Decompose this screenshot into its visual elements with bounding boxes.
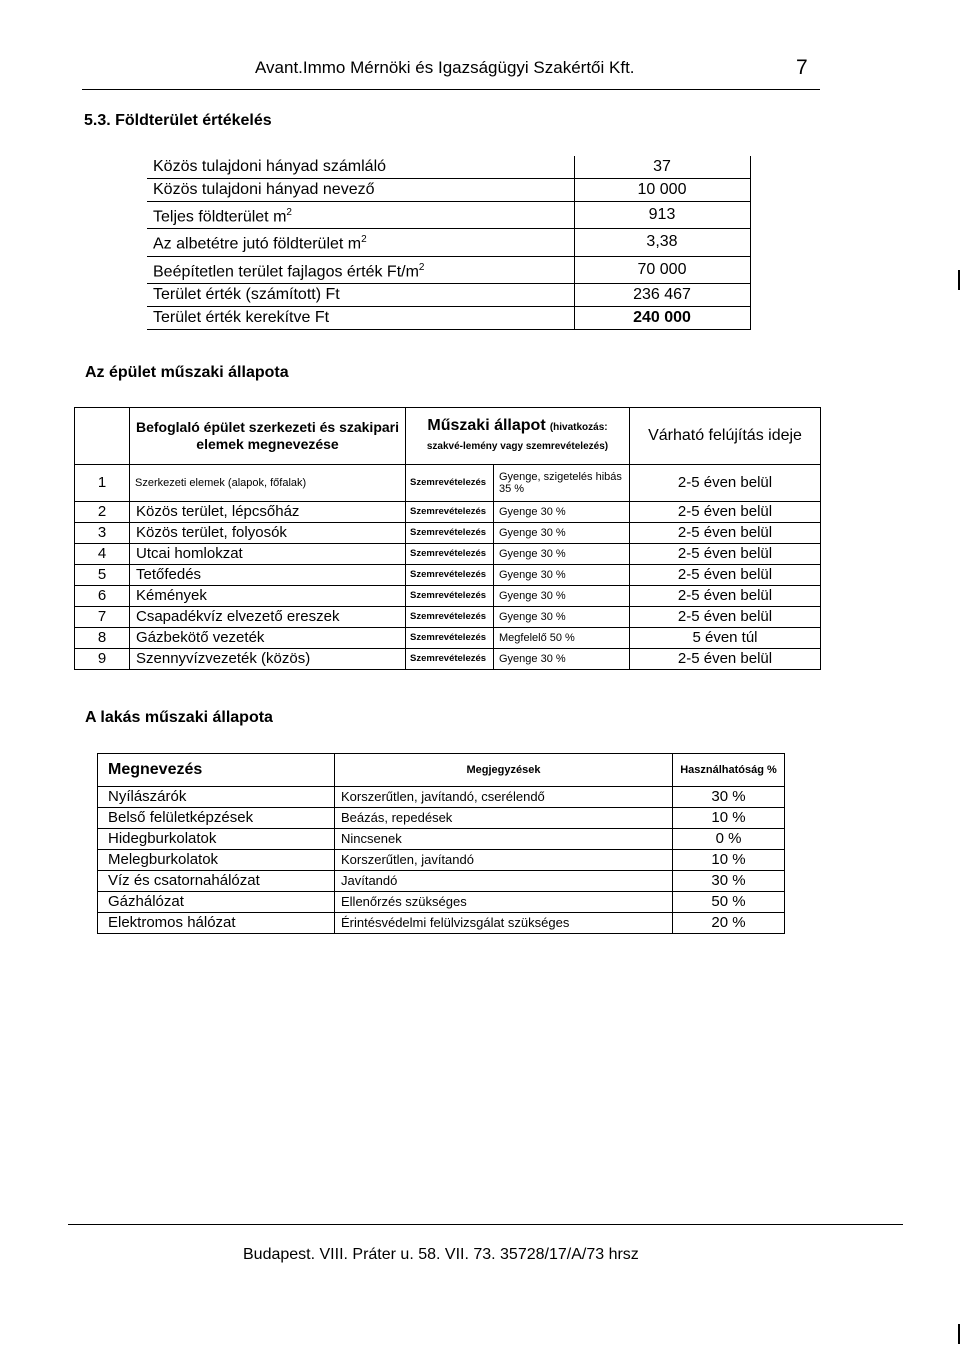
table-row bbox=[75, 565, 821, 586]
row-number: 3 bbox=[75, 523, 130, 544]
table-row bbox=[147, 256, 750, 283]
condition-reference: Szemrevételezés bbox=[406, 544, 494, 565]
header-usability: Használhatóság % bbox=[673, 754, 785, 787]
element-name: Tetőfedés bbox=[130, 565, 406, 586]
condition-state: Gyenge 30 % bbox=[494, 649, 630, 670]
row-number: 9 bbox=[75, 649, 130, 670]
flat-item-usability: 20 % bbox=[673, 913, 785, 934]
renewal-time: 5 éven túl bbox=[630, 628, 821, 649]
flat-item-name: Nyílászárók bbox=[98, 787, 335, 808]
table-header-row bbox=[75, 408, 821, 465]
land-row-value: 37 bbox=[574, 156, 750, 179]
table-row bbox=[147, 229, 750, 256]
table-row bbox=[147, 202, 750, 229]
condition-state: Gyenge 30 % bbox=[494, 544, 630, 565]
flat-item-name: Víz és csatornahálózat bbox=[98, 871, 335, 892]
flat-item-note: Ellenőrzés szükséges bbox=[335, 892, 673, 913]
row-number: 7 bbox=[75, 607, 130, 628]
condition-reference: Szemrevételezés bbox=[406, 465, 494, 502]
label-text: Terület érték kerekítve Ft bbox=[153, 308, 330, 326]
flat-item-note: Nincsenek bbox=[335, 829, 673, 850]
header-divider bbox=[82, 89, 820, 90]
header-condition-note: (hivatkozás: szakvé-lemény vagy szemrevételezés) bbox=[426, 422, 609, 452]
flat-item-name: Hidegburkolatok bbox=[98, 829, 335, 850]
table-row bbox=[98, 850, 785, 871]
flat-item-usability: 50 % bbox=[673, 892, 785, 913]
land-row-label bbox=[147, 179, 574, 202]
element-name: Közös terület, folyosók bbox=[130, 523, 406, 544]
footer-address: Budapest. VIII. Práter u. 58. VII. 73. 35728/17/A/73 hrsz bbox=[243, 1246, 639, 1263]
row-number: 8 bbox=[75, 628, 130, 649]
header-element-name: Befoglaló épület szerkezeti és szakipari elemek megnevezése bbox=[130, 408, 406, 465]
condition-state: Gyenge 30 % bbox=[494, 523, 630, 544]
header-notes: Megjegyzések bbox=[335, 754, 673, 787]
table-row bbox=[147, 179, 750, 202]
flat-item-name: Elektromos hálózat bbox=[98, 913, 335, 934]
flat-item-note: Érintésvédelmi felülvizsgálat szükséges bbox=[335, 913, 673, 934]
condition-reference: Szemrevételezés bbox=[406, 649, 494, 670]
flat-item-usability: 10 % bbox=[673, 850, 785, 871]
label-text: Terület érték (számított) Ft bbox=[153, 285, 340, 303]
table-header-row bbox=[98, 754, 785, 787]
row-number: 2 bbox=[75, 502, 130, 523]
table-row bbox=[98, 913, 785, 934]
label-text: Teljes földterület m bbox=[153, 208, 287, 226]
renewal-time: 2-5 éven belül bbox=[630, 502, 821, 523]
header-number-cell bbox=[75, 408, 130, 465]
table-row bbox=[147, 306, 750, 329]
flat-item-usability: 30 % bbox=[673, 787, 785, 808]
land-row-label bbox=[147, 256, 574, 283]
table-row bbox=[98, 871, 785, 892]
condition-state: Gyenge 30 % bbox=[494, 565, 630, 586]
row-number: 5 bbox=[75, 565, 130, 586]
condition-reference: Szemrevételezés bbox=[406, 523, 494, 544]
land-row-value: 913 bbox=[574, 202, 750, 229]
element-name: Közös terület, lépcsőház bbox=[130, 502, 406, 523]
table-row bbox=[75, 465, 821, 502]
unit-superscript: 2 bbox=[361, 234, 367, 246]
table-row bbox=[75, 544, 821, 565]
flat-condition-title: A lakás műszaki állapota bbox=[85, 709, 273, 726]
flat-item-note: Korszerűtlen, javítandó bbox=[335, 850, 673, 871]
table-row bbox=[75, 607, 821, 628]
land-row-value: 70 000 bbox=[574, 256, 750, 283]
land-row-value: 240 000 bbox=[574, 306, 750, 329]
flat-item-note: Javítandó bbox=[335, 871, 673, 892]
table-row bbox=[75, 523, 821, 544]
footer-divider bbox=[68, 1224, 903, 1225]
company-name: Avant.Immo Mérnöki és Igazságügyi Szakértői Kft. bbox=[255, 58, 635, 77]
header-condition-main: Műszaki állapot bbox=[427, 417, 546, 434]
header-name: Megnevezés bbox=[98, 754, 335, 787]
land-valuation-table bbox=[147, 156, 751, 330]
flat-condition-table bbox=[97, 753, 785, 934]
element-name: Szennyvízvezeték (közös) bbox=[130, 649, 406, 670]
flat-item-note: Korszerűtlen, javítandó, cserélendő bbox=[335, 787, 673, 808]
condition-reference: Szemrevételezés bbox=[406, 607, 494, 628]
land-row-label bbox=[147, 202, 574, 229]
unit-superscript: 2 bbox=[418, 261, 425, 273]
condition-state: Gyenge 30 % bbox=[494, 586, 630, 607]
element-name: Csapadékvíz elvezető ereszek bbox=[130, 607, 406, 628]
land-row-value: 3,38 bbox=[574, 229, 750, 256]
row-number: 6 bbox=[75, 586, 130, 607]
element-name: Szerkezeti elemek (alapok, főfalak) bbox=[130, 465, 406, 502]
flat-item-name: Gázhálózat bbox=[98, 892, 335, 913]
table-row bbox=[147, 156, 750, 179]
unit-superscript: 2 bbox=[286, 207, 292, 218]
flat-item-name: Belső felületképzések bbox=[98, 808, 335, 829]
condition-reference: Szemrevételezés bbox=[406, 502, 494, 523]
flat-item-note: Beázás, repedések bbox=[335, 808, 673, 829]
table-row bbox=[98, 787, 785, 808]
condition-state: Gyenge, szigetelés hibás 35 % bbox=[494, 465, 630, 502]
land-row-label bbox=[147, 283, 574, 306]
land-row-label bbox=[147, 229, 574, 256]
renewal-time: 2-5 éven belül bbox=[630, 607, 821, 628]
label-text: Beépítetlen terület fajlagos érték Ft/m bbox=[153, 262, 419, 280]
table-row bbox=[75, 628, 821, 649]
building-condition-table bbox=[74, 407, 821, 670]
table-row bbox=[75, 649, 821, 670]
land-row-value: 236 467 bbox=[574, 283, 750, 306]
condition-state: Gyenge 30 % bbox=[494, 502, 630, 523]
row-number: 4 bbox=[75, 544, 130, 565]
land-row-label bbox=[147, 156, 574, 179]
renewal-time: 2-5 éven belül bbox=[630, 465, 821, 502]
condition-state: Gyenge 30 % bbox=[494, 607, 630, 628]
flat-item-name: Melegburkolatok bbox=[98, 850, 335, 871]
flat-item-usability: 10 % bbox=[673, 808, 785, 829]
land-row-label bbox=[147, 306, 574, 329]
table-row bbox=[98, 829, 785, 850]
row-number: 1 bbox=[75, 465, 130, 502]
condition-reference: Szemrevételezés bbox=[406, 586, 494, 607]
table-row bbox=[98, 808, 785, 829]
flat-item-usability: 30 % bbox=[673, 871, 785, 892]
renewal-time: 2-5 éven belül bbox=[630, 649, 821, 670]
renewal-time: 2-5 éven belül bbox=[630, 586, 821, 607]
renewal-time: 2-5 éven belül bbox=[630, 523, 821, 544]
label-text: Közös tulajdoni hányad nevező bbox=[153, 181, 375, 198]
table-row bbox=[75, 586, 821, 607]
condition-reference: Szemrevételezés bbox=[406, 628, 494, 649]
header-condition bbox=[406, 408, 630, 465]
page-number: 7 bbox=[796, 56, 808, 79]
element-name: Utcai homlokzat bbox=[130, 544, 406, 565]
label-text: Az albetétre jutó földterület m bbox=[153, 235, 362, 253]
table-row bbox=[147, 283, 750, 306]
table-row bbox=[75, 502, 821, 523]
table-row bbox=[98, 892, 785, 913]
land-valuation-title: 5.3. Földterület értékelés bbox=[84, 112, 272, 129]
element-name: Kémények bbox=[130, 586, 406, 607]
label-text: Közös tulajdoni hányad számláló bbox=[153, 158, 387, 175]
condition-state: Megfelelő 50 % bbox=[494, 628, 630, 649]
condition-reference: Szemrevételezés bbox=[406, 565, 494, 586]
flat-item-usability: 0 % bbox=[673, 829, 785, 850]
building-condition-title: Az épület műszaki állapota bbox=[85, 364, 289, 381]
element-name: Gázbekötő vezeték bbox=[130, 628, 406, 649]
land-row-value: 10 000 bbox=[574, 179, 750, 202]
renewal-time: 2-5 éven belül bbox=[630, 544, 821, 565]
renewal-time: 2-5 éven belül bbox=[630, 565, 821, 586]
header-renewal: Várható felújítás ideje bbox=[630, 408, 821, 465]
